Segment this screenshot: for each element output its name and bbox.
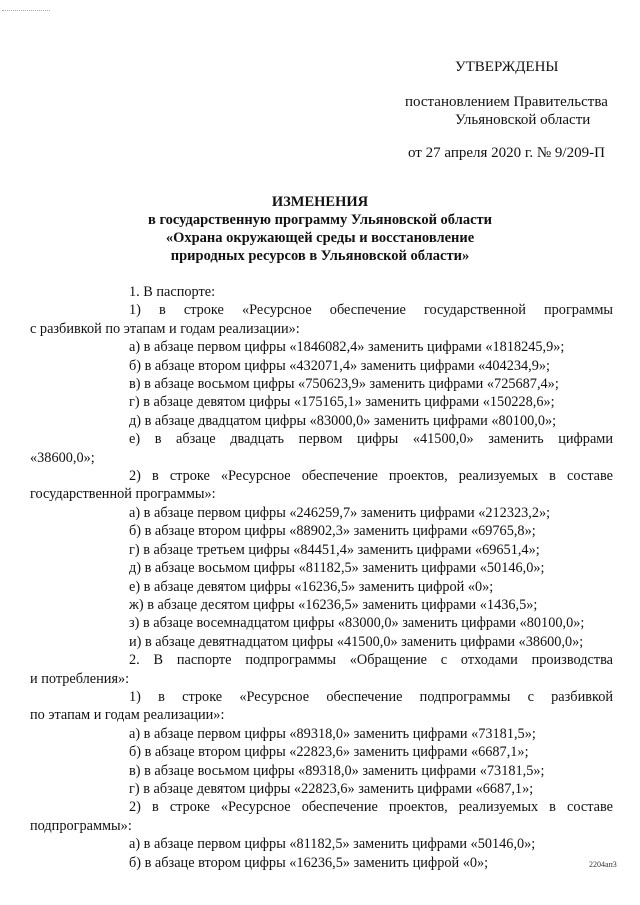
approval-by: постановлением Правительства — [405, 94, 608, 110]
paragraph-continuation: с разбивкой по этапам и годам реализации»: — [30, 320, 300, 337]
paragraph: 1) в строке «Ресурсное обеспечение подпрограммы с разбивкой — [129, 688, 613, 705]
document-title — [0, 193, 640, 265]
approval-heading: УТВЕРЖДЕНЫ — [455, 59, 559, 75]
list-item: а) в абзаце первом цифры «81182,5» заменить цифрами «50146,0»; — [129, 836, 536, 853]
list-item: и) в абзаце девятнадцатом цифры «41500,0» заменить цифрами «38600,0»; — [129, 633, 584, 650]
list-item: е) в абзаце девятом цифры «16236,5» заменить цифрой «0»; — [129, 578, 494, 595]
approval-date-number: от 27 апреля 2020 г. № 9/209-П — [408, 145, 605, 161]
document-body — [30, 283, 613, 872]
section-heading: 1. В паспорте: — [129, 284, 216, 300]
list-item: б) в абзаце втором цифры «22823,6» заменить цифрами «6687,1»; — [129, 744, 529, 761]
title-line: природных ресурсов в Ульяновской области» — [170, 248, 470, 264]
title-line: в государственную программу Ульяновской области — [147, 212, 492, 228]
paragraph: 1) в строке «Ресурсное обеспечение государственной программы — [129, 302, 613, 319]
list-item: ж) в абзаце десятом цифры «16236,5» заменить цифрами «1436,5»; — [129, 596, 538, 613]
list-item: б) в абзаце втором цифры «432071,4» заменить цифрами «404234,9»; — [129, 357, 550, 374]
paragraph-continuation: подпрограммы»: — [30, 817, 132, 834]
paragraph: 2) в строке «Ресурсное обеспечение проектов, реализуемых в составе — [129, 468, 613, 485]
list-item: д) в абзаце двадцатом цифры «83000,0» заменить цифрами «80100,0»; — [129, 412, 557, 429]
title-heading: ИЗМЕНЕНИЯ — [271, 194, 369, 210]
list-item: в) в абзаце восьмом цифры «89318,0» заменить цифрами «73181,5»; — [129, 762, 545, 779]
document-code: 2204ап3 — [589, 860, 617, 869]
paragraph: 2) в строке «Ресурсное обеспечение проектов, реализуемых в составе — [129, 799, 613, 816]
list-item: д) в абзаце восьмом цифры «81182,5» заменить цифрами «50146,0»; — [129, 560, 545, 577]
list-item: г) в абзаце третьем цифры «84451,4» заменить цифрами «69651,4»; — [129, 541, 540, 558]
list-item: а) в абзаце первом цифры «89318,0» заменить цифрами «73181,5»; — [129, 725, 536, 742]
list-item: б) в абзаце втором цифры «16236,5» заменить цифрой «0»; — [129, 854, 489, 871]
list-item: б) в абзаце втором цифры «88902,3» заменить цифрами «69765,8»; — [129, 523, 536, 540]
title-line: «Охрана окружающей среды и восстановление — [165, 230, 475, 246]
list-item: а) в абзаце первом цифры «246259,7» заменить цифрами «212323,2»; — [129, 504, 551, 521]
list-item: в) в абзаце восьмом цифры «750623,9» заменить цифрами «725687,4»; — [129, 376, 559, 393]
section-heading: 2. В паспорте подпрограммы «Обращение с отходами производства — [129, 652, 613, 669]
list-item-continuation: «38600,0»; — [30, 449, 95, 466]
paragraph-continuation: государственной программы»: — [30, 486, 216, 503]
approval-region: Ульяновской области — [455, 112, 591, 128]
paragraph-continuation: и потребления»: — [30, 670, 130, 687]
list-item: г) в абзаце девятом цифры «22823,6» заменить цифрами «6687,1»; — [129, 780, 534, 797]
list-item: з) в абзаце восемнадцатом цифры «83000,0» заменить цифрами «80100,0»; — [129, 615, 585, 632]
list-item: а) в абзаце первом цифры «1846082,4» заменить цифрами «1818245,9»; — [129, 339, 565, 356]
list-item: г) в абзаце девятом цифры «175165,1» заменить цифрами «150228,6»; — [129, 394, 555, 411]
paragraph-continuation: по этапам и годам реализации»: — [30, 707, 225, 724]
list-item: е) в абзаце двадцать первом цифры «41500,0» заменить цифрами — [129, 431, 613, 448]
scan-edge-mark — [2, 10, 50, 11]
